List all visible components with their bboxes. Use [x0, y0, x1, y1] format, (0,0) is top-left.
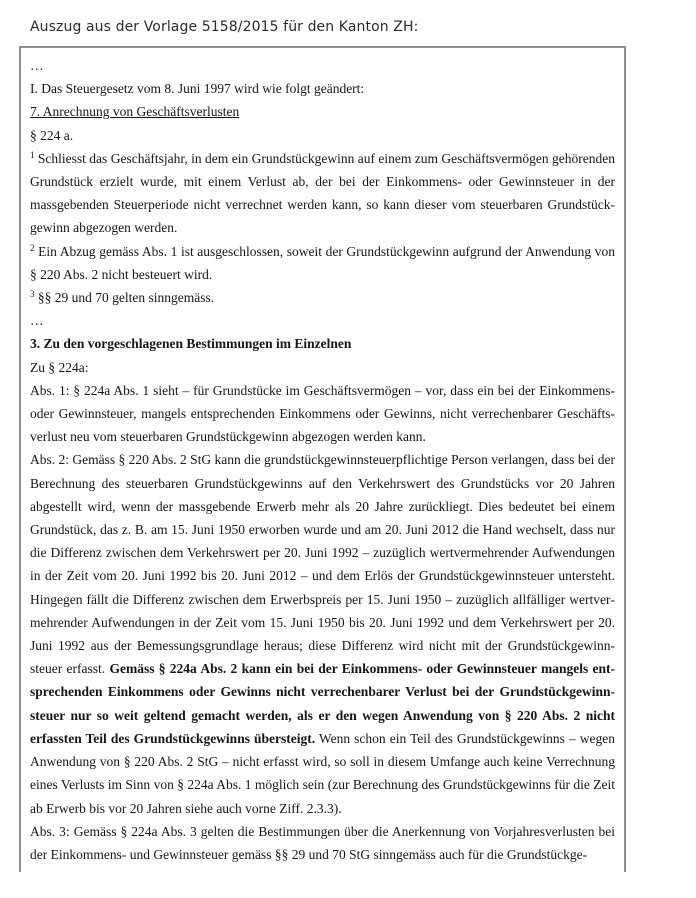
paragraph: [30, 448, 615, 819]
paragraph: [30, 286, 615, 309]
footnote-number: 3: [30, 289, 35, 300]
text-run: …: [30, 58, 44, 73]
text-run: §§ 29 und 70 gelten sinngemäss.: [34, 290, 215, 306]
paragraph: [30, 309, 615, 332]
text-run: …: [30, 313, 44, 329]
paragraph: [30, 332, 615, 355]
paragraph: [30, 356, 615, 379]
paragraph: [30, 54, 615, 77]
text-run: I. Das Steuergesetz vom 8. Juni 1997 wird wie folgt geändert:: [30, 81, 365, 97]
text-run: Zu § 224a:: [30, 359, 89, 375]
paragraph: [30, 820, 615, 866]
paragraph: [30, 77, 615, 100]
bold-text: Gemäss § 224a Abs. 2 kann ein bei der Einkommens- oder Gewinnsteuer mangels entsprechenden Einkommens oder Gewinns nicht verrechenbarer Verlust bei der Grundstückgewinnsteuer nur so weit geltend gemacht werden, als er den wegen Anwendung von § 220 Abs. 2 nicht erfassten Teil des Grundstückgewinns übersteigt.: [30, 661, 616, 746]
paragraph: [30, 379, 615, 449]
footnote-number: 1: [30, 149, 35, 160]
text-run: 7. Anrechnung von Geschäftsverlusten: [30, 104, 240, 120]
paragraph: [30, 124, 615, 147]
text-run: Abs. 1: § 224a Abs. 1 sieht – für Grundstücke im Geschäftsvermögen – vor, dass ein bei der Einkommens- oder Gewinnsteuer, mangels entsprechenden Einkommens oder Gewinns, nicht verrechenbarer Geschäftsverlust neu vom steuerbaren Grundstückgewinn abgezogen werden kann.: [30, 382, 615, 445]
text-run: Ein Abzug gemäss Abs. 1 ist ausgeschlossen, soweit der Grundstückgewinn aufgrund der Anwendung von § 220 Abs. 2 nicht besteuert wird.: [30, 243, 615, 282]
text-run: § 224 a.: [30, 127, 74, 143]
excerpt-box: [19, 46, 626, 872]
paragraph: [30, 147, 615, 240]
text-run: Abs. 3: Gemäss § 224a Abs. 3 gelten die Bestimmungen über die Anerkennung von Vorjahresverlusten bei der Einkommens- und Gewinnsteuer gemäss §§ 29 und 70 StG sinngemäss auch für die Grundstückge-: [30, 823, 615, 862]
paragraph: [30, 240, 615, 286]
text-run: Abs. 2: Gemäss § 220 Abs. 2 StG kann die grundstückgewinnsteuerpflichtige Person verlangen, dass bei der Berechnung des steuerbaren Grundstückgewinns auf den Verkehrswert des Grundstücks vor 20 Jahren abgestellt wird, wenn der massgebende Erwerb mehr als 20 Jahre zurückliegt. Dies bedeutet bei einem Grundstück, das z. B. am 15. Juni 1950 erworben wurde und am 20. Juni 2012 die Hand wechselt, dass nur die Differenz zwischen dem Verkehrswert per 20. Juni 1992 – zuzüglich wertvermehrender Aufwendungen in der Zeit vom 20. Juni 1992 bis 20. Juni 2012 – und dem Erlös der Grundstückgewinnsteuer untersteht. Hingegen fällt die Differenz zwischen dem Erwerbspreis per 15. Juni 1950 – zuzüglich allfälliger wertvermehrender Aufwendungen in der Zeit vom 15. Juni 1950 bis 20. Juni 1992 und dem Verkehrswert per 20. Juni 1992 aus der Bemessungsgrundlage heraus; diese Differenz wird nicht mit der Grundstückgewinnsteuer erfasst.: [30, 452, 615, 677]
footnote-number: 2: [30, 242, 35, 253]
page-title: Auszug aus der Vorlage 5158/2015 für den Kanton ZH:: [30, 19, 419, 35]
text-run: Schliesst das Geschäftsjahr, in dem ein Grundstückgewinn auf einem zum Geschäftsvermögen gehörenden Grundstück erzielt wurde, mit einem Verlust ab, der bei der Einkommens- oder Gewinnsteuer in der massgebenden Steuerperiode nicht verrechnet werden kann, so kann dieser vom steuerbaren Grundstückgewinn abgezogen werden.: [30, 150, 615, 236]
paragraph: [30, 100, 615, 123]
text-run: Wenn schon ein Teil des Grundstückgewinns – wegen Anwendung von § 220 Abs. 2 StG – nicht erfasst wird, so soll in diesem Umfange auch keine Verrechnung eines Verlusts im Sinn von § 224a Abs. 1 möglich sein (zur Berechnung des Grundstückgewinns für die Zeit ab Erwerb bis vor 20 Jahren siehe auch vorne Ziff. 2.3.3).: [30, 730, 615, 816]
text-run: 3. Zu den vorgeschlagenen Bestimmungen im Einzelnen: [30, 336, 352, 352]
